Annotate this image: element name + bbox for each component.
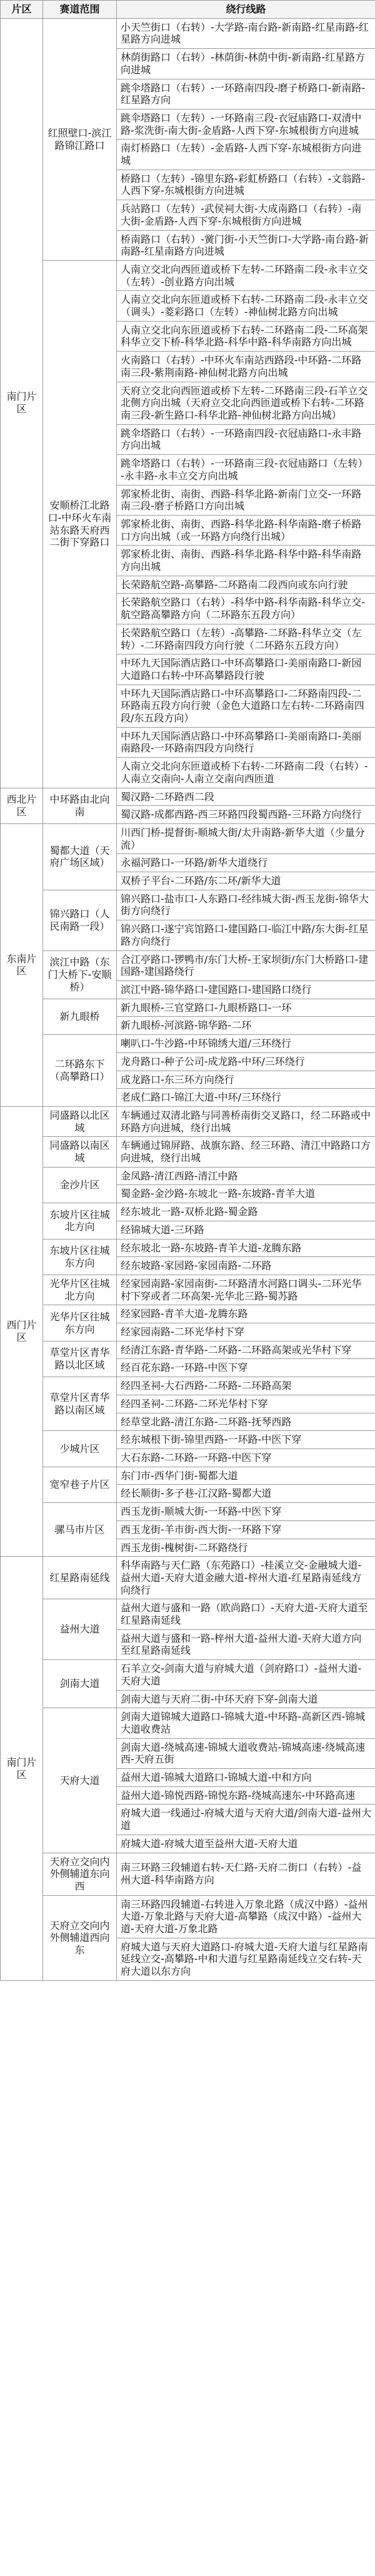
table-row xyxy=(1,1431,375,1449)
route-cell: 府城大道一线通过-府城大道与天府大道/剑南大道-益州大道 xyxy=(117,1805,375,1835)
route-cell: 人南立交北向西匝道或桥下左转-二环路南二段-永丰立交（左转）-创业路方向出城 xyxy=(117,260,375,290)
route-cell: 蜀汉路-成都西路-西三环路四段蜀西路-三环路方向绕行 xyxy=(117,806,375,824)
table-row xyxy=(1,890,375,920)
route-cell: 林荫街路口（右转）-林荫街-林荫中街-新南路-红星路方向进城 xyxy=(117,49,375,79)
area-cell: 西门片区 xyxy=(1,1106,43,1556)
table-row xyxy=(1,999,375,1017)
range-cell: 益州大道 xyxy=(43,1599,117,1660)
range-cell: 中环路由北向南 xyxy=(43,788,117,823)
range-cell: 剑南大道 xyxy=(43,1660,117,1708)
range-cell: 天府立交向内外侧辅道西向东 xyxy=(43,1895,117,1980)
route-cell: 成龙路口-东三环方向绕行 xyxy=(117,1071,375,1089)
table-row xyxy=(1,1853,375,1895)
route-cell: 南三环路三段辅道右转-天仁路-天府二街口（右转）-益州大道-科华南路方向 xyxy=(117,1853,375,1895)
range-cell: 宽窄巷子片区 xyxy=(43,1467,117,1502)
table-row xyxy=(1,1167,375,1185)
table-row xyxy=(1,18,375,48)
range-cell: 天府大道 xyxy=(43,1708,117,1853)
range-cell: 东坡片区往城北方向 xyxy=(43,1203,117,1239)
table-row xyxy=(1,1305,375,1323)
route-cell: 南灯桥路口（左转）-金盾路-人西下穿-东城根街方向进城 xyxy=(117,140,375,170)
route-cell: 经清江东路-青华路-二环路-二环路高架或光华村下穿 xyxy=(117,1341,375,1359)
route-cell: 经东坡北一路-双桥北路-蜀金路 xyxy=(117,1203,375,1221)
table-row xyxy=(1,1708,375,1738)
route-cell: 中环九天国际酒店路口-中环高攀路口-二环路南四段-二环路南五段方向行驶（金色大道路口左右转-二环路南四段/东五段方向） xyxy=(117,685,375,727)
route-cell: 西玉龙街-顺城大街-一环路-中医下穿 xyxy=(117,1503,375,1521)
route-cell: 经家园南路-二环光华村下穿 xyxy=(117,1323,375,1341)
area-cell: 南门片区 xyxy=(1,1557,43,1981)
table-row xyxy=(1,1203,375,1221)
route-cell: 益州大道-锦悦西路-锦悦东路-绕城高速东-中环路高速 xyxy=(117,1786,375,1805)
route-cell: 新九眼桥-三官堂路口-九眼桥路口-一环 xyxy=(117,999,375,1017)
table-body xyxy=(1,18,375,1980)
range-cell: 金沙片区 xyxy=(43,1167,117,1203)
table-row xyxy=(1,1599,375,1629)
route-cell: 人南立交北向东匝道或桥下右转-二环路南二段-二环高架科华立交下桥-科华北路-科华中路-科华南路方向出城 xyxy=(117,321,375,351)
route-cell: 车辆通过锦屏路、战旗东路、经三环路、清江中路路口方向进城，绕行出城 xyxy=(117,1137,375,1167)
route-cell: 双桥子平台-二环路/东二环/新华大道 xyxy=(117,872,375,890)
route-cell: 剑南大道与天府二街-中环天府下穿-剑南大道 xyxy=(117,1690,375,1708)
route-cell: 中环九天国际酒店路口-中环高攀路口-美丽南路口-新园大道路口右转-中环高攀路段行驶 xyxy=(117,654,375,685)
route-cell: 人南立交北向东匝道或桥下右转-二环路南二段-永丰立交（调头）-菱彩路口（左转）-神仙树北路方向出城 xyxy=(117,291,375,321)
range-cell: 草堂片区青华路以南区域 xyxy=(43,1377,117,1431)
route-cell: 西玉龙街-槐树街-二环路绕行 xyxy=(117,1539,375,1557)
route-cell: 长荣路航空路-高攀路-二环路南二段西向或东向行驶 xyxy=(117,576,375,594)
route-cell: 天府立交北向西匝道或桥下左转-二环路南三段-石羊立交北侧方向出城（天府立交北向西匝道或桥下右转-二环路南三段-新生路口-科华北路-神仙树北路方向出城） xyxy=(117,382,375,424)
range-cell: 草堂片区青华路以北区域 xyxy=(43,1341,117,1377)
table-row xyxy=(1,1895,375,1938)
route-cell: 喇叭口-牛沙路-中环锦绣大道/三环绕行 xyxy=(117,1035,375,1053)
table-row xyxy=(1,1341,375,1359)
route-cell: 桥路口（左转）-锦里东路-彩虹桥路口（右转）-文翁路-人西下穿-东城根街方向进城 xyxy=(117,170,375,200)
route-cell: 经锦城大道-三环路 xyxy=(117,1221,375,1239)
route-cell: 蜀汉路-二环路西二段 xyxy=(117,788,375,806)
area-cell: 东南片区 xyxy=(1,823,43,1106)
route-cell: 南三环路四段辅道-右转进入万象北路（成汉中路）-益州大道-万象北路与天府大道-高攀路（成汉中路）-益州大道-天府大道-万象北路 xyxy=(117,1895,375,1938)
table-row xyxy=(1,823,375,853)
route-cell: 府城大道-府城大道至益州大道-天府大道 xyxy=(117,1835,375,1853)
table-row xyxy=(1,1137,375,1167)
route-cell: 益州大道-锦城大道路口-锦城大道-中和方向 xyxy=(117,1769,375,1787)
header-route: 绕行线路 xyxy=(117,1,375,19)
route-cell: 郭家桥北街、南街、西路-科华北路-科华南路-磨子桥路口方向出城（或一环路方向绕行出城） xyxy=(117,515,375,545)
route-cell: 经东坡北一路-东坡路-青羊大道-龙腾东路 xyxy=(117,1239,375,1257)
route-cell: 车辆通过双清北路与同善桥南街交叉路口，经二环路或中环路方向进城，绕行出城 xyxy=(117,1106,375,1136)
range-cell: 东坡片区往城东方向 xyxy=(43,1239,117,1275)
route-cell: 经东城根下街-锦里西路-一环路-中医下穿 xyxy=(117,1431,375,1449)
route-cell: 桥南路口（右转）-黉门街-小天竺街口-大学路-南台路-新南路-红星南路方向进城 xyxy=(117,230,375,260)
range-cell: 蜀都大道（天府广场区域） xyxy=(43,823,117,890)
route-cell: 跳伞塔路口（右转）-一环路南四段-衣冠庙路口-永丰路方向出城 xyxy=(117,424,375,454)
route-cell: 锦兴路口-盐市口-人东路口-经纬城大街-西玉龙街-锦华大街方向绕行 xyxy=(117,890,375,920)
route-cell: 滨江中路-锦华路口-建国路口-建国路口绕行 xyxy=(117,981,375,999)
route-cell: 小天竺街口（右转）-大学路-南台路-新南路-红星南路-红星路方向进城 xyxy=(117,18,375,48)
range-cell: 锦兴路口（人民南路一段） xyxy=(43,890,117,950)
table-row xyxy=(1,1035,375,1053)
route-cell: 经长顺街-多子巷-江汉路-蜀都大道 xyxy=(117,1485,375,1503)
route-cell: 东门市-西华门街-蜀都大道 xyxy=(117,1467,375,1485)
route-cell: 中环九天国际酒店路口-中环高攀路口-美丽南路口-美丽南路段-一环路南四段方向绕行 xyxy=(117,727,375,757)
route-cell: 经四圣祠-二环路-二环光华村下穿 xyxy=(117,1395,375,1413)
range-cell: 同盛路以北区域 xyxy=(43,1106,117,1136)
range-cell: 光华片区往城北方向 xyxy=(43,1275,117,1305)
range-cell: 天府立交向内外侧辅道东向西 xyxy=(43,1853,117,1895)
route-cell: 新九眼桥-河滨路-锦华路-二环 xyxy=(117,1017,375,1035)
table-row xyxy=(1,1660,375,1690)
header-range: 赛道范围 xyxy=(43,1,117,19)
area-cell: 西北片区 xyxy=(1,788,43,823)
table-row xyxy=(1,950,375,980)
route-cell: 石羊立交-剑南大道与府城大道（剑府路口）-益州大道-天府大道 xyxy=(117,1660,375,1690)
route-cell: 郭家桥北街、南街、西路-科华北路-科华中路-科华南路方向出城 xyxy=(117,546,375,576)
route-cell: 西玉龙街-羊市街-西大街-一环路下穿 xyxy=(117,1520,375,1539)
route-cell: 经家园路-青羊大道-龙腾东路 xyxy=(117,1305,375,1323)
route-cell: 川西门桥-提督街-顺城大街/太升南路-新华大道（少量分流） xyxy=(117,823,375,853)
route-cell: 经东坡路-家园路-家园南路-二环路 xyxy=(117,1257,375,1275)
table-row xyxy=(1,260,375,290)
table-row xyxy=(1,1377,375,1395)
route-cell: 科华南路与天仁路（东苑路口）-桂溪立交-金融城大道-益州大道-天府大道金融大道-梓州大道-红星路南延线方向绕行 xyxy=(117,1557,375,1599)
route-cell: 经百花东路-一环路-中医下穿 xyxy=(117,1359,375,1377)
range-cell: 骡马市片区 xyxy=(43,1503,117,1557)
route-cell: 龙舟路口-种子公司-成龙路-中环/三环绕行 xyxy=(117,1052,375,1071)
route-cell: 人南立交北向东匝道或桥下右转-二环路南二段（右转）-人南立交南向-人南立交南向西匝道 xyxy=(117,758,375,788)
route-cell: 长荣路航空路口（左转）-高攀路-二环路-科华立交（左转）-二环路南四段方向行驶（二环路东五段方向） xyxy=(117,624,375,654)
route-cell: 兵站路口（左转）-武侯祠大街-大成南路口（右转）-南大街-金盾路-人西下穿-东城根街方向进城 xyxy=(117,200,375,230)
table-row xyxy=(1,1557,375,1599)
route-cell: 金凤路-清江西路-清江中路 xyxy=(117,1167,375,1185)
route-cell: 益州大道与盛和一路（欧尚路口）-天府大道-天府大道至红星路南延线 xyxy=(117,1599,375,1629)
route-cell: 益州大道与盛和一路-梓州大道-益州大道-天府大道方向至红星路南延线 xyxy=(117,1629,375,1659)
route-cell: 剑南大道-绕城高速-锦城大道收费站-锦城高速-绕城高速西-天府五街 xyxy=(117,1738,375,1768)
table-row xyxy=(1,1106,375,1136)
route-cell: 剑南大道锦城大道路口-锦城大道-中环路-高新区西-锦城大道收费站 xyxy=(117,1708,375,1738)
route-cell: 火南路口（右转）-中环火车南站西路段-中环路-二环路南三段-紫荆南路-神仙树北路方向出城 xyxy=(117,352,375,382)
range-cell: 同盛路以南区域 xyxy=(43,1137,117,1167)
header-row xyxy=(1,1,375,19)
range-cell: 红照壁口-滨江路锦江路口 xyxy=(43,18,117,260)
range-cell: 红星路南延线 xyxy=(43,1557,117,1599)
range-cell: 少城片区 xyxy=(43,1431,117,1467)
range-cell: 安顺桥江北路口-中环火车南站东路天府西二街下穿路口 xyxy=(43,260,117,788)
route-cell: 大石东路-二环路-一环路-中医下穿 xyxy=(117,1448,375,1467)
table-row xyxy=(1,1467,375,1485)
range-cell: 新九眼桥 xyxy=(43,999,117,1034)
route-cell: 老成仁路口-锦江大道-中环/三环绕行 xyxy=(117,1089,375,1107)
route-cell: 长荣路航空路口（右转）-科华中路-科华南路-科华立交-航空路高攀路方向（二环路东五段方向） xyxy=(117,594,375,624)
route-cell: 蜀金路-金沙路-东坡北一路-东坡路-青羊大道 xyxy=(117,1185,375,1203)
route-cell: 经家园南路-家园南街-二环路清水河路口调头-二环光华村下穿或者二环高架-光华北三路-蜀苏路 xyxy=(117,1275,375,1305)
table-row xyxy=(1,788,375,806)
range-cell: 滨江中路（东门大桥下-安顺桥） xyxy=(43,950,117,999)
route-cell: 经四圣祠-大石西路-二环路-二环路高架 xyxy=(117,1377,375,1395)
route-cell: 跳伞塔路口（右转）-一环路南四段-磨子桥路口-新南路-红星路方向 xyxy=(117,79,375,109)
route-cell: 跳伞塔路口（右转）-一环路南三段-衣冠庙路口（左转）-永丰路-永丰立交方向出城 xyxy=(117,455,375,485)
route-cell: 跳伞塔路口（左转）-一环路南三段-衣冠庙路口-双清中路-浆洗街-南大街-金盾路-人西下穿-东城根街方向进城 xyxy=(117,109,375,139)
route-cell: 合江亭路口-锣鸭市/东门大桥-王家坝街/东门大桥路口-建国路-建国路绕行 xyxy=(117,950,375,980)
range-cell: 二环路东下（高攀路口） xyxy=(43,1035,117,1107)
route-cell: 府城大道与天府大道路口-府城大道-天府大道与红星路南延线立交-高攀路-中和大道与红星路南延线立交右转-天府大道以东方向 xyxy=(117,1938,375,1980)
table-row xyxy=(1,1503,375,1521)
route-cell: 永福河路口-一环路/新华大道绕行 xyxy=(117,854,375,872)
table-row xyxy=(1,1275,375,1305)
route-cell: 经草堂北路-清江东路-二环路-抚琴西路 xyxy=(117,1413,375,1431)
area-cell: 南门片区 xyxy=(1,18,43,788)
header-area: 片区 xyxy=(1,1,43,19)
route-cell: 郭家桥北街、南街、西路-科华北路-新南门立交-一环路南三段-磨子桥路口方向出城 xyxy=(117,485,375,515)
route-cell: 锦兴路口-遂宁宾馆路口-建国路口-临江中路/东大街-红星路方向绕行 xyxy=(117,920,375,950)
range-cell: 光华片区往城东方向 xyxy=(43,1305,117,1341)
table-row xyxy=(1,1239,375,1257)
